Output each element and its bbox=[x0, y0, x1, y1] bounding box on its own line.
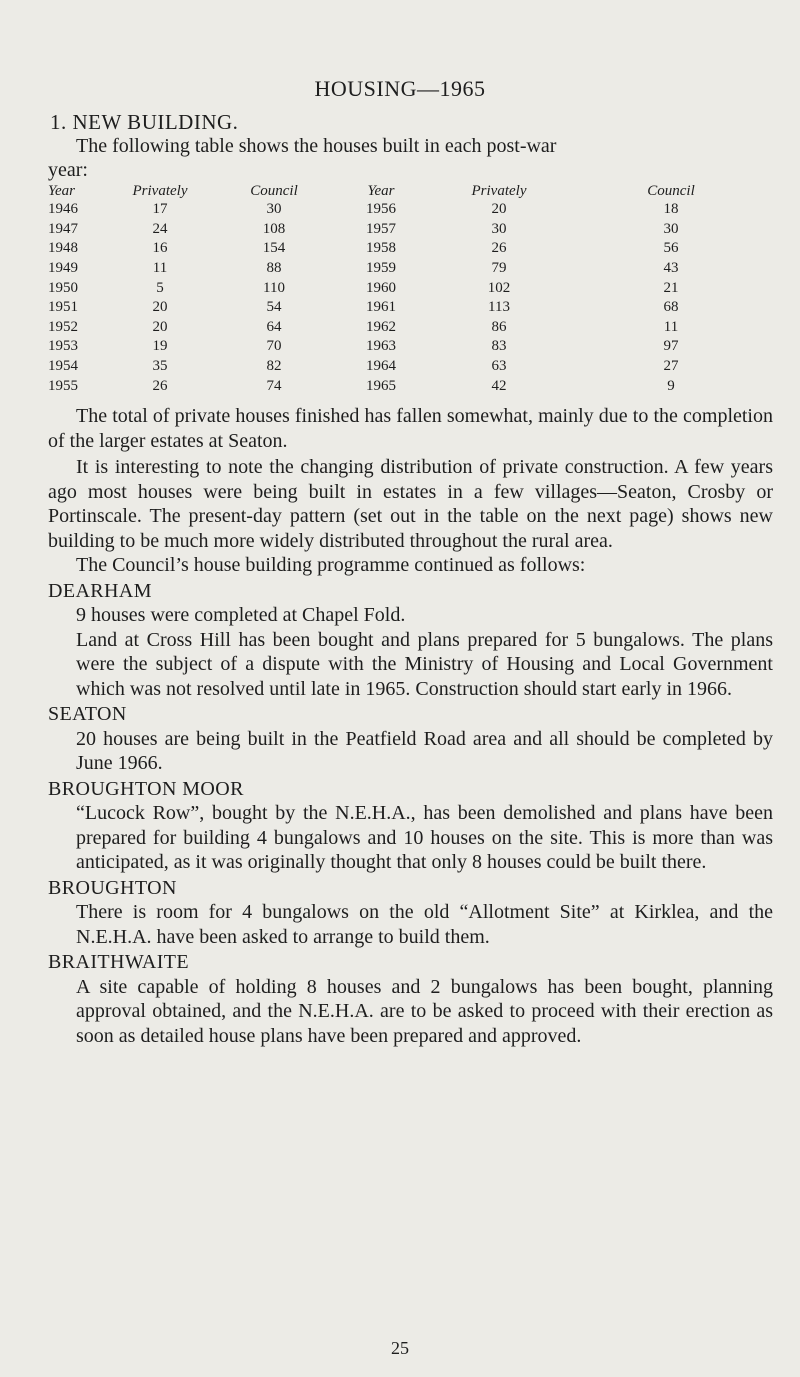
cell-council-right: 43 bbox=[663, 260, 679, 277]
section-heading: 1. NEW BUILDING. bbox=[50, 110, 239, 134]
cell-year-right: 1965 bbox=[366, 377, 396, 394]
table-row bbox=[48, 318, 774, 338]
table-row bbox=[48, 376, 774, 396]
cell-council-left: 74 bbox=[266, 377, 282, 394]
cell-year-right: 1960 bbox=[366, 279, 396, 296]
seaton-text-1: 20 houses are being built in the Peatfield Road area and all should be completed by June 1966. bbox=[76, 727, 773, 774]
cell-privately-right: 86 bbox=[491, 318, 507, 335]
cell-year-left: 1947 bbox=[48, 220, 78, 237]
cell-council-left: 82 bbox=[266, 358, 282, 375]
cell-year-left: 1949 bbox=[48, 260, 78, 277]
header-council-left: Council bbox=[250, 182, 298, 199]
cell-council-left: 30 bbox=[266, 201, 282, 218]
paragraph-programme: The Council’s house building programme continued as follows: bbox=[76, 554, 586, 576]
cell-year-left: 1955 bbox=[48, 377, 78, 394]
table-row bbox=[48, 259, 774, 279]
cell-privately-right: 30 bbox=[491, 220, 507, 237]
cell-privately-left: 19 bbox=[152, 338, 168, 355]
cell-privately-left: 5 bbox=[156, 279, 164, 296]
cell-year-right: 1962 bbox=[366, 318, 396, 335]
broughton-text-1: There is room for 4 bungalows on the old “Allotment Site” at Kirklea, and the N.E.H.A. have been asked to arrange to build them. bbox=[76, 901, 773, 948]
body-text bbox=[48, 404, 773, 1048]
cell-year-right: 1956 bbox=[366, 201, 396, 218]
cell-council-right: 9 bbox=[667, 377, 675, 394]
header-privately-right: Privately bbox=[471, 182, 527, 199]
page-number: 25 bbox=[391, 1338, 409, 1358]
cell-year-left: 1950 bbox=[48, 279, 78, 296]
cell-privately-right: 102 bbox=[487, 279, 511, 296]
cell-year-right: 1959 bbox=[366, 260, 396, 277]
cell-privately-right: 26 bbox=[491, 240, 507, 257]
cell-council-left: 88 bbox=[266, 260, 282, 277]
page-title: HOUSING—1965 bbox=[314, 76, 486, 101]
cell-privately-left: 26 bbox=[152, 377, 168, 394]
cell-privately-right: 83 bbox=[491, 338, 507, 355]
table-row bbox=[48, 200, 774, 220]
paragraph-private-total: The total of private houses finished has fallen somewhat, mainly due to the completion of the larger estates at Seaton. bbox=[48, 405, 773, 452]
cell-year-right: 1964 bbox=[366, 358, 396, 375]
cell-privately-left: 16 bbox=[152, 240, 168, 257]
table-row bbox=[48, 239, 774, 259]
cell-council-right: 21 bbox=[663, 279, 679, 296]
cell-year-left: 1946 bbox=[48, 201, 78, 218]
cell-year-right: 1958 bbox=[366, 240, 396, 257]
table-row bbox=[48, 357, 774, 377]
table-row bbox=[48, 298, 774, 318]
table-row bbox=[48, 220, 774, 240]
cell-privately-left: 17 bbox=[152, 201, 168, 218]
broughton-moor-text-1: “Lucock Row”, bought by the N.E.H.A., has been demolished and plans have been prepared for building 4 bungalows and 10 houses on the site. This is more than was anticipated, as it was originally thought that only 8 houses could be built there. bbox=[76, 802, 773, 873]
cell-year-left: 1953 bbox=[48, 338, 78, 355]
table-intro bbox=[48, 134, 772, 182]
cell-privately-right: 42 bbox=[491, 377, 507, 394]
cell-year-right: 1957 bbox=[366, 220, 396, 237]
intro-line-1: The following table shows the houses built in each post-war bbox=[76, 135, 557, 157]
cell-year-right: 1961 bbox=[366, 299, 396, 316]
cell-year-right: 1963 bbox=[366, 338, 396, 355]
cell-privately-right: 20 bbox=[491, 201, 507, 218]
header-year-left: Year bbox=[48, 182, 75, 199]
cell-year-left: 1951 bbox=[48, 299, 78, 316]
paragraph-distribution: It is interesting to note the changing distribution of private construction. A few years ago most houses were being built in estates in a few villages—Seaton, Crosby or Portinscale. The present-day pattern (set out in the table on the next page) shows new building to be much more widely distributed throughout the rural area. bbox=[48, 456, 773, 552]
header-privately-left: Privately bbox=[132, 182, 188, 199]
cell-council-left: 64 bbox=[266, 318, 282, 335]
cell-council-right: 18 bbox=[663, 201, 679, 218]
braithwaite-text-1: A site capable of holding 8 houses and 2 bungalows has been bought, planning approval obtained, and the N.E.H.A. are to be asked to proceed with their erection as soon as detailed house plans have been prepared and approved. bbox=[76, 975, 773, 1047]
cell-council-right: 30 bbox=[663, 220, 679, 237]
cell-year-left: 1952 bbox=[48, 318, 78, 335]
heading-broughton: BROUGHTON bbox=[48, 876, 177, 899]
heading-broughton-moor: BROUGHTON MOOR bbox=[48, 777, 244, 800]
cell-council-left: 108 bbox=[262, 220, 286, 237]
heading-dearham: DEARHAM bbox=[48, 579, 152, 602]
cell-council-left: 54 bbox=[266, 299, 282, 316]
cell-privately-right: 63 bbox=[491, 358, 507, 375]
cell-council-left: 110 bbox=[263, 279, 285, 296]
cell-privately-left: 11 bbox=[152, 260, 168, 277]
cell-council-right: 68 bbox=[663, 299, 679, 316]
cell-privately-left: 20 bbox=[152, 318, 168, 335]
dearham-text-1: 9 houses were completed at Chapel Fold. bbox=[76, 604, 406, 626]
cell-privately-right: 79 bbox=[491, 260, 507, 277]
cell-council-right: 56 bbox=[663, 240, 679, 257]
cell-council-left: 70 bbox=[266, 338, 282, 355]
heading-braithwaite: BRAITHWAITE bbox=[48, 951, 190, 973]
table-row bbox=[48, 278, 774, 298]
header-year-right: Year bbox=[367, 182, 395, 199]
cell-year-left: 1948 bbox=[48, 240, 78, 257]
header-council-right: Council bbox=[647, 182, 695, 199]
cell-council-right: 27 bbox=[663, 358, 679, 375]
cell-year-left: 1954 bbox=[48, 358, 78, 375]
cell-privately-right: 113 bbox=[488, 299, 510, 316]
cell-council-right: 11 bbox=[663, 318, 679, 335]
cell-privately-left: 35 bbox=[152, 358, 168, 375]
houses-built-table bbox=[48, 182, 774, 396]
heading-seaton: SEATON bbox=[48, 703, 127, 725]
cell-privately-left: 20 bbox=[152, 299, 168, 316]
intro-line-2: year: bbox=[48, 159, 88, 181]
table-header-row bbox=[48, 182, 774, 200]
cell-council-left: 154 bbox=[262, 240, 286, 257]
table-row bbox=[48, 337, 774, 357]
table-body bbox=[48, 200, 774, 396]
dearham-text-2: Land at Cross Hill has been bought and plans prepared for 5 bungalows. The plans were the subject of a dispute with the Ministry of Housing and Local Government which was not resolved until late in 1965. Construction should start early in 1966. bbox=[76, 628, 773, 700]
cell-council-right: 97 bbox=[663, 338, 679, 355]
cell-privately-left: 24 bbox=[152, 220, 168, 237]
